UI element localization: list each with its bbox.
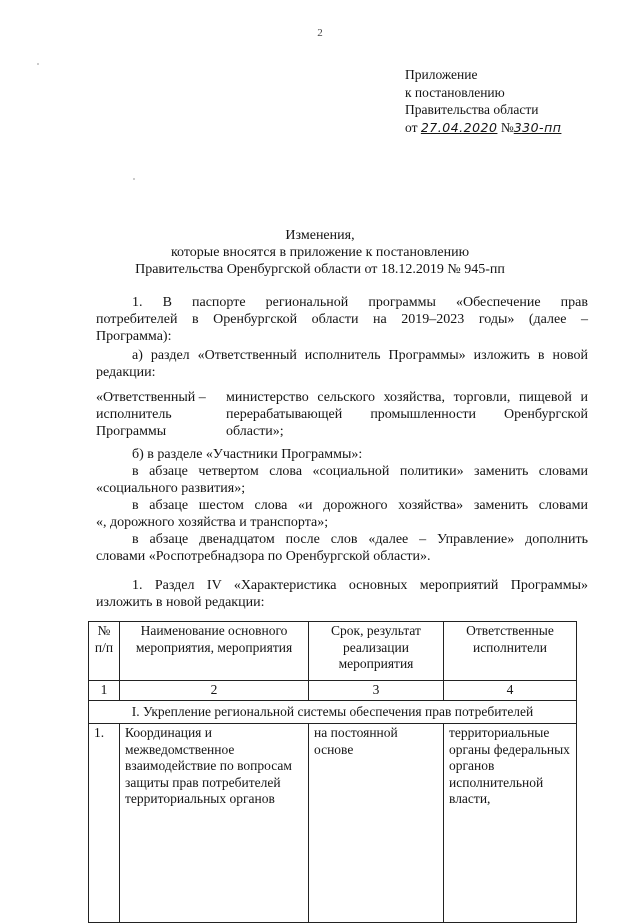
column-number-3: 3 xyxy=(309,681,444,701)
title-line-1: Изменения, xyxy=(285,228,355,243)
title-line-2: которые вносятся в приложение к постановлению xyxy=(170,245,470,260)
item-1a-line-2: редакции: xyxy=(96,365,156,380)
item-1-line-2: потребителей в Оренбургской области на 2019–2023 годы» (далее – xyxy=(96,312,588,327)
item-1b-intro: б) в разделе «Участники Программы»: xyxy=(132,447,363,462)
title-line-3: Правительства Оренбургской области от 18.12.2019 № 945-пп xyxy=(135,262,505,277)
item-1a-line-1: а) раздел «Ответственный исполнитель Программы» изложить в новой xyxy=(132,348,588,363)
table-section-row xyxy=(89,700,577,724)
responsible-text xyxy=(226,389,588,440)
row-executors: территориальные органы федеральных органов исполнительной власти, xyxy=(444,724,577,923)
responsible-label-line-1: «Ответственный – xyxy=(96,390,206,405)
row-number: 1. xyxy=(89,724,120,923)
column-number-1: 1 xyxy=(89,681,120,701)
responsible-text-line-3: области»; xyxy=(226,424,284,439)
item-1b-p3-line-2: словами «Роспотребнадзора по Оренбургской области». xyxy=(96,549,431,564)
column-number-2: 2 xyxy=(120,681,309,701)
row-term: на постоянной основе xyxy=(309,724,444,923)
responsible-label-line-3: Программы xyxy=(96,424,167,439)
appendix-date-line xyxy=(405,119,561,137)
appendix-line-2: к постановлению xyxy=(405,84,505,100)
measures-table xyxy=(88,621,577,923)
handwritten-number: 330-пп xyxy=(513,119,562,135)
responsible-label-line-2: исполнитель xyxy=(96,407,172,422)
item-1b-p1-line-2: «социального развития»; xyxy=(96,481,246,496)
item-1a-paragraph xyxy=(96,347,588,381)
page-number: 2 xyxy=(317,27,323,39)
column-number-4: 4 xyxy=(444,681,577,701)
handwritten-date: 27.04.2020 xyxy=(420,119,498,135)
header-measure-name: Наименование основного мероприятия, мероприятия xyxy=(120,622,309,681)
appendix-line-3: Правительства области xyxy=(405,102,539,117)
responsible-text-line-2: перерабатывающей промышленности Оренбургской xyxy=(226,407,588,422)
item-1-paragraph xyxy=(96,294,588,345)
from-prefix: от xyxy=(405,119,418,135)
responsible-label xyxy=(96,389,206,440)
item-1-line-1: 1. В паспорте региональной программы «Обеспечение прав xyxy=(132,295,588,310)
item-1b-p2-line-2: «, дорожного хозяйства и транспорта»; xyxy=(96,515,329,530)
scan-speck xyxy=(133,178,135,180)
item-1b-p3-line-1: в абзаце двенадцатом после слов «далее – Управление» дополнить xyxy=(132,532,588,547)
item-1-line-3: Программа): xyxy=(96,329,172,344)
item-1b-paragraph xyxy=(96,446,588,565)
header-executors: Ответственные исполнители xyxy=(444,622,577,681)
header-term-result: Срок, результат реализации мероприятия xyxy=(309,622,444,681)
row-measure-name: Координация и межведомственное взаимодействие по вопросам защиты прав потребителей территориальных органов xyxy=(120,724,309,923)
scan-speck xyxy=(37,63,39,65)
responsible-text-line-1: министерство сельского хозяйства, торговли, пищевой и xyxy=(226,390,588,405)
header-number: № п/п xyxy=(89,622,120,681)
table-row xyxy=(89,724,577,923)
table-header-row xyxy=(89,622,577,681)
item-2-paragraph xyxy=(96,577,588,611)
item-1b-p2-line-1: в абзаце шестом слова «и дорожного хозяйства» заменить словами xyxy=(132,498,588,513)
item-2-line-1: 1. Раздел IV «Характеристика основных мероприятий Программы» xyxy=(132,578,588,593)
item-1b-p1-line-1: в абзаце четвертом слова «социальной политики» заменить словами xyxy=(132,464,588,479)
item-2-line-2: изложить в новой редакции: xyxy=(96,595,265,610)
appendix-line-1: Приложение xyxy=(405,67,478,82)
section-title: I. Укрепление региональной системы обеспечения прав потребителей xyxy=(89,700,577,724)
appendix-header xyxy=(405,66,561,136)
table-column-number-row xyxy=(89,681,577,701)
number-prefix: № xyxy=(500,119,514,135)
document-title xyxy=(0,227,640,278)
